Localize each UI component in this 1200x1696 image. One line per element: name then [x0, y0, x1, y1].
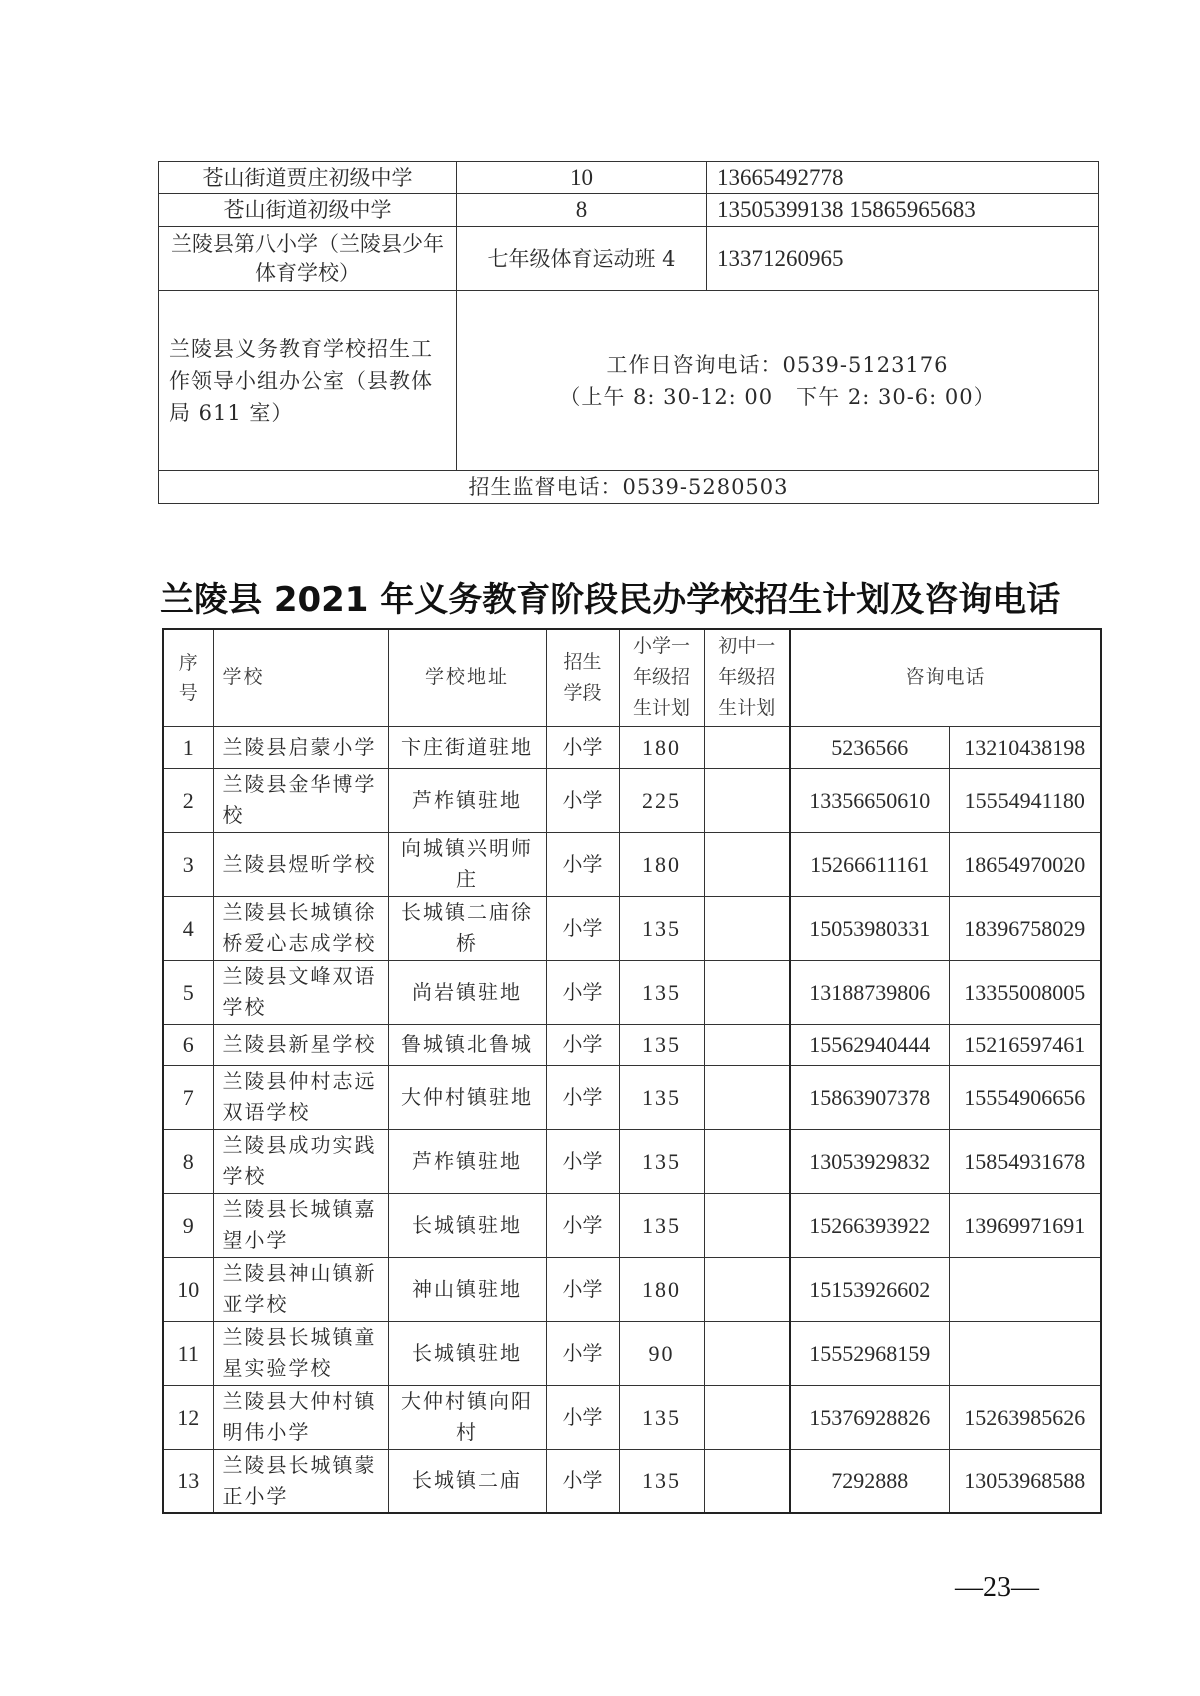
school-name: 兰陵县神山镇新亚学校: [213, 1257, 388, 1321]
enrollment-stage: 小学: [546, 960, 619, 1024]
enrollment-count: 七年级体育运动班 4: [457, 227, 707, 291]
table-row: [163, 1257, 1101, 1321]
school-name: 兰陵县新星学校: [213, 1024, 388, 1065]
contact-phone-2: 13053968588: [949, 1449, 1101, 1513]
row-index: 9: [163, 1193, 213, 1257]
supervision-row: [159, 471, 1099, 504]
enrollment-stage: 小学: [546, 1257, 619, 1321]
table-row: [159, 194, 1099, 227]
row-index: 1: [163, 726, 213, 768]
table-row: [163, 1449, 1101, 1513]
enrollment-stage: 小学: [546, 1065, 619, 1129]
contact-phone-1: 7292888: [790, 1449, 949, 1513]
table-row: [163, 1193, 1101, 1257]
primary-plan: 225: [619, 768, 704, 832]
school-address: 长城镇驻地: [388, 1193, 546, 1257]
contact-phone-1: 15863907378: [790, 1065, 949, 1129]
contact-phone-2: 18654970020: [949, 832, 1101, 896]
row-index: 13: [163, 1449, 213, 1513]
school-address: 长城镇驻地: [388, 1321, 546, 1385]
contact-phone-1: 15266393922: [790, 1193, 949, 1257]
table-row: [163, 1321, 1101, 1385]
school-name: 兰陵县长城镇童星实验学校: [213, 1321, 388, 1385]
school-name: 兰陵县成功实践学校: [213, 1129, 388, 1193]
school-name: 兰陵县启蒙小学: [213, 726, 388, 768]
row-index: 2: [163, 768, 213, 832]
enrollment-stage: 小学: [546, 1129, 619, 1193]
header-junior-plan: 初中一年级招生计划: [704, 629, 790, 726]
private-school-enrollment-table: [162, 628, 1102, 1514]
enrollment-stage: 小学: [546, 896, 619, 960]
school-name: 苍山街道初级中学: [159, 194, 457, 227]
row-index: 7: [163, 1065, 213, 1129]
page-number: —23—: [955, 1572, 1039, 1603]
primary-plan: 180: [619, 726, 704, 768]
school-address: 尚岩镇驻地: [388, 960, 546, 1024]
primary-plan: 180: [619, 832, 704, 896]
office-row: [159, 291, 1099, 471]
primary-plan: 135: [619, 1024, 704, 1065]
contact-phone-2: [949, 1321, 1101, 1385]
contact-phone-1: 13053929832: [790, 1129, 949, 1193]
primary-plan: 180: [619, 1257, 704, 1321]
table-header-row: [163, 629, 1101, 726]
enrollment-stage: 小学: [546, 1024, 619, 1065]
school-address: 长城镇二庙徐桥: [388, 896, 546, 960]
school-name: 兰陵县煜昕学校: [213, 832, 388, 896]
school-name: 苍山街道贾庄初级中学: [159, 162, 457, 194]
enrollment-stage: 小学: [546, 1449, 619, 1513]
header-school: 学校: [213, 629, 388, 726]
enrollment-stage: 小学: [546, 1193, 619, 1257]
contact-phone-2: 13355008005: [949, 960, 1101, 1024]
school-name: 兰陵县第八小学（兰陵县少年体育学校）: [159, 227, 457, 291]
primary-plan: 135: [619, 896, 704, 960]
office-phone: 工作日咨询电话：0539-5123176: [606, 352, 949, 377]
table-row: [163, 1385, 1101, 1449]
contact-phone-2: 15554941180: [949, 768, 1101, 832]
row-index: 11: [163, 1321, 213, 1385]
school-address: 芦柞镇驻地: [388, 768, 546, 832]
contact-phone-2: 18396758029: [949, 896, 1101, 960]
contact-phone-2: [949, 1257, 1101, 1321]
table-row: [159, 162, 1099, 194]
school-name: 兰陵县文峰双语学校: [213, 960, 388, 1024]
school-address: 大仲村镇向阳村: [388, 1385, 546, 1449]
contact-phone-2: 15263985626: [949, 1385, 1101, 1449]
contact-phone-1: 15376928826: [790, 1385, 949, 1449]
junior-plan: [704, 768, 790, 832]
school-name: 兰陵县长城镇嘉望小学: [213, 1193, 388, 1257]
contact-phone-2: 15554906656: [949, 1065, 1101, 1129]
junior-plan: [704, 1257, 790, 1321]
school-address: 神山镇驻地: [388, 1257, 546, 1321]
school-address: 大仲村镇驻地: [388, 1065, 546, 1129]
contact-phone-1: 15562940444: [790, 1024, 949, 1065]
junior-plan: [704, 1385, 790, 1449]
school-contact-table-continued: [158, 161, 1099, 504]
office-name: 兰陵县义务教育学校招生工作领导小组办公室（县教体局 611 室）: [159, 291, 457, 471]
junior-plan: [704, 1193, 790, 1257]
row-index: 3: [163, 832, 213, 896]
school-name: 兰陵县大仲村镇明伟小学: [213, 1385, 388, 1449]
contact-phone-1: 13188739806: [790, 960, 949, 1024]
junior-plan: [704, 1024, 790, 1065]
contact-phone-1: 15266611161: [790, 832, 949, 896]
school-address: 长城镇二庙: [388, 1449, 546, 1513]
junior-plan: [704, 1449, 790, 1513]
school-name: 兰陵县长城镇蒙正小学: [213, 1449, 388, 1513]
row-index: 12: [163, 1385, 213, 1449]
table-row: [159, 227, 1099, 291]
enrollment-count: 10: [457, 162, 707, 194]
table-row: [163, 896, 1101, 960]
primary-plan: 135: [619, 1449, 704, 1513]
contact-phone-1: 15153926602: [790, 1257, 949, 1321]
junior-plan: [704, 960, 790, 1024]
contact-phone-1: 15552968159: [790, 1321, 949, 1385]
table-row: [163, 1065, 1101, 1129]
header-stage: 招生学段: [546, 629, 619, 726]
primary-plan: 135: [619, 960, 704, 1024]
row-index: 6: [163, 1024, 213, 1065]
enrollment-stage: 小学: [546, 1321, 619, 1385]
header-phone: 咨询电话: [790, 629, 1101, 726]
row-index: 8: [163, 1129, 213, 1193]
primary-plan: 135: [619, 1385, 704, 1449]
table-row: [163, 768, 1101, 832]
primary-plan: 90: [619, 1321, 704, 1385]
junior-plan: [704, 1321, 790, 1385]
contact-phone-2: 13210438198: [949, 726, 1101, 768]
contact-phone-1: 5236566: [790, 726, 949, 768]
junior-plan: [704, 896, 790, 960]
office-hours: （上午 8: 30-12: 00 下午 2: 30-6: 00）: [559, 384, 996, 409]
table-row: [163, 726, 1101, 768]
school-name: 兰陵县仲村志远双语学校: [213, 1065, 388, 1129]
contact-phone: 13505399138 15865965683: [707, 194, 1099, 227]
header-address: 学校地址: [388, 629, 546, 726]
primary-plan: 135: [619, 1193, 704, 1257]
contact-phone: 13665492778: [707, 162, 1099, 194]
contact-phone: 13371260965: [707, 227, 1099, 291]
school-address: 卞庄街道驻地: [388, 726, 546, 768]
row-index: 4: [163, 896, 213, 960]
junior-plan: [704, 832, 790, 896]
contact-phone-2: 15854931678: [949, 1129, 1101, 1193]
enrollment-count: 8: [457, 194, 707, 227]
school-name: 兰陵县长城镇徐桥爱心志成学校: [213, 896, 388, 960]
contact-phone-2: 15216597461: [949, 1024, 1101, 1065]
contact-phone-2: 13969971691: [949, 1193, 1101, 1257]
table-row: [163, 1024, 1101, 1065]
contact-phone-1: 13356650610: [790, 768, 949, 832]
contact-phone-1: 15053980331: [790, 896, 949, 960]
junior-plan: [704, 1129, 790, 1193]
primary-plan: 135: [619, 1129, 704, 1193]
enrollment-stage: 小学: [546, 768, 619, 832]
school-address: 芦柞镇驻地: [388, 1129, 546, 1193]
header-index: 序号: [163, 629, 213, 726]
school-name: 兰陵县金华博学校: [213, 768, 388, 832]
supervision-phone: 招生监督电话：0539-5280503: [159, 471, 1099, 504]
row-index: 5: [163, 960, 213, 1024]
header-primary-plan: 小学一年级招生计划: [619, 629, 704, 726]
junior-plan: [704, 726, 790, 768]
table-row: [163, 832, 1101, 896]
row-index: 10: [163, 1257, 213, 1321]
page-title: 兰陵县 2021 年义务教育阶段民办学校招生计划及咨询电话: [160, 580, 1061, 620]
table-row: [163, 960, 1101, 1024]
school-address: 向城镇兴明师庄: [388, 832, 546, 896]
enrollment-stage: 小学: [546, 1385, 619, 1449]
junior-plan: [704, 1065, 790, 1129]
enrollment-stage: 小学: [546, 832, 619, 896]
school-address: 鲁城镇北鲁城: [388, 1024, 546, 1065]
table-row: [163, 1129, 1101, 1193]
office-contact: [457, 291, 1099, 471]
primary-plan: 135: [619, 1065, 704, 1129]
enrollment-stage: 小学: [546, 726, 619, 768]
